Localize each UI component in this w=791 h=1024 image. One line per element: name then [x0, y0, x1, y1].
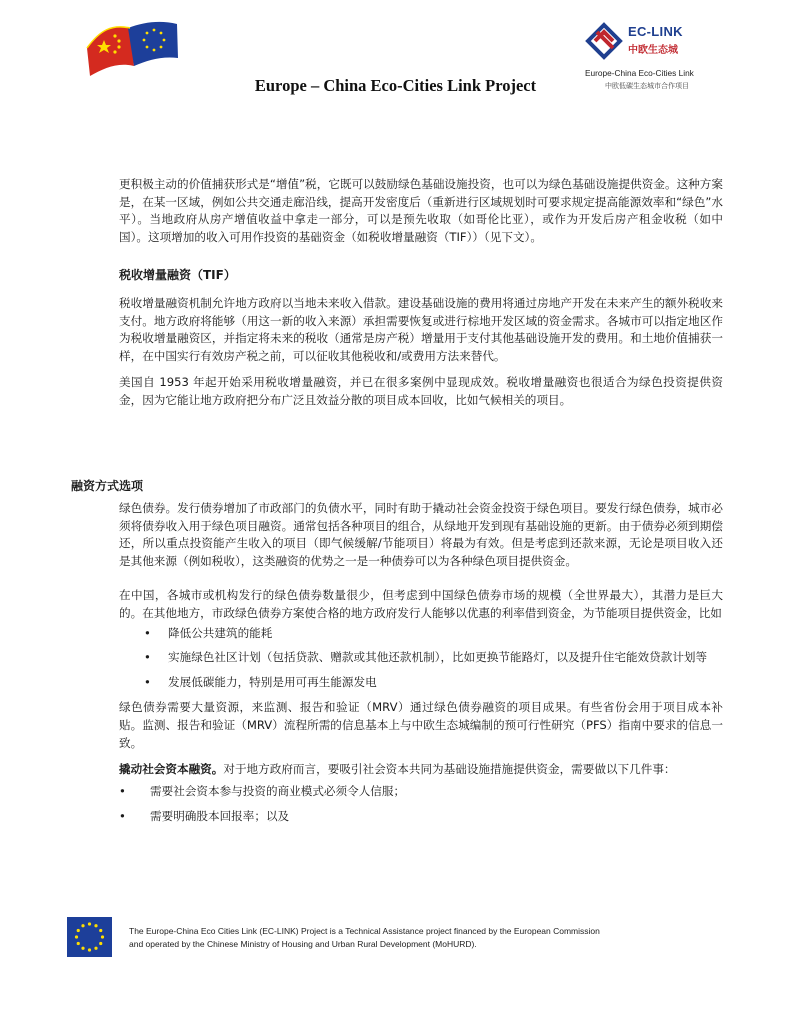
eu-star-icon [88, 948, 91, 951]
mrv-paragraph: 绿色债券需要大量资源，来监测、报告和验证（MRV）通过绿色债券融资的项目成果。有些省份会用于项目成本补贴。监测、报告和验证（MRV）流程所需的信息基本上与中欧生态城编制的预可行性研究（PFS）指南中要求的信息一致。 [119, 700, 723, 750]
green-bond-paragraph: 绿色债券。发行债券增加了市政部门的负债水平，同时有助于撬动社会资金投资于绿色项目。要发行绿色债券，城市必须将债券收入用于绿色项目融资。通常包括各种项目的组合，从绿地开发到现有基础设施的更新。由于债券必须到期偿还，所以重点投资能产生收入的项目（即气候缓解/节能项目）将最为有效。但是考虑到还款来源，无论是项目收入还是其他来源（例如税收），这类融资的优势之一是一种债券可以为各种绿色项目提供资金。 [119, 501, 723, 568]
leverage-paragraph [119, 761, 723, 779]
eu-star-icon [88, 922, 91, 925]
leverage-requirement-list [119, 783, 723, 826]
eu-star-icon [94, 947, 97, 950]
list-item: • 发展低碳能力，特别是用可再生能源发电 [119, 674, 723, 692]
eu-star-icon [77, 942, 80, 945]
ec-link-diamond-icon [585, 22, 623, 60]
intro-paragraph: 更积极主动的价值捕获形式是“增值”税，它既可以鼓励绿色基础设施投资，也可以为绿色基础设施提供资金。这种方案是，在某一区域，例如公共交通走廊沿线，提高开发密度后（重新进行区域规划时可要求规定提高能源效率和“绿色”水平）。当地政府从房产增值收益中拿走一部分，可以是预先收取（如哥伦比亚），或作为开发后房产租金收税（如中国）。这项增加的收入可用作投资的基础资金（如税收增量融资（TIF））（见下文）。 [119, 177, 723, 244]
eu-star-icon [81, 924, 84, 927]
eu-star-icon [99, 929, 102, 932]
footer-text: The Europe-China Eco Cities Link (EC-LINK) Project is a Technical Assistance project financed by the European Commission and operated by the Chinese Ministry of Housing and Urban Rural Development (MoHURD). [129, 926, 600, 949]
body-section-financing [119, 500, 723, 834]
eu-star-icon [81, 947, 84, 950]
tif-paragraph-2: 美国自 1953 年起开始采用税收增量融资，并已在很多案例中显现成效。税收增量融资也很适合为绿色投资提供资金，因为它能让地方政府把分布广泛且效益分散的项目成本回收，比如气候相关的项目。 [119, 375, 723, 407]
list-item: • 需要明确股本回报率；以及 [119, 808, 723, 826]
list-item: • 需要社会资本参与投资的商业模式必须令人信服； [119, 783, 723, 801]
eu-flag-logo [67, 917, 112, 957]
eu-star-icon [75, 935, 78, 938]
eu-star-icon [99, 942, 102, 945]
eu-star-icon [94, 924, 97, 927]
document-title: Europe – China Eco-Cities Link Project [254, 76, 537, 95]
tif-paragraph-1: 税收增量融资机制允许地方政府以当地未来收入借款。建设基础设施的费用将通过房地产开发在未来产生的额外税收来支付。地方政府将能够（用这一新的收入来源）承担需要恢复或进行棕地开发区域的资金需求。各城市可以指定地区作为税收增量融资区，并指定将未来的税收（通常是房产税）增量用于支付其他基础设施开发的费用。和土地价值捕获一样，在中国实行有效房产税之前，可以征收其他税收和/或费用方法来替代。 [119, 295, 723, 363]
ec-link-subtitle-chinese: 中欧低碳生态城市合作项目 [605, 82, 689, 90]
eu-star-icon [77, 929, 80, 932]
list-item: • 降低公共建筑的能耗 [119, 625, 723, 643]
eu-china-flags-logo [82, 18, 182, 78]
eu-star-icon [101, 935, 104, 938]
list-item: • 实施绿色社区计划（包括贷款、赠款或其他还款机制），比如更换节能路灯，以及提升住宅能效贷款计划等 [119, 649, 723, 667]
leverage-lead: 撬动社会资本融资。 [119, 762, 224, 777]
body-section-intro [119, 176, 723, 419]
leverage-text: 对于地方政府而言，要吸引社会资本共同为基础设施措施提供资金，需要做以下几件事： [223, 762, 676, 777]
financing-heading: 融资方式选项 [71, 479, 144, 493]
china-bond-paragraph: 在中国，各城市或机构发行的绿色债券数量很少，但考虑到中国绿色债券市场的规模（全世界最大），其潜力是巨大的。在其他地方，市政绿色债券方案使合格的地方政府发行人能够以优惠的利率借到资金，为节能项目提供资金，比如 [119, 588, 723, 620]
ec-link-logo [585, 20, 735, 95]
ec-link-name: EC-LINK [628, 24, 683, 39]
tif-heading: 税收增量融资（TIF） [119, 268, 236, 283]
green-bond-project-list [119, 625, 723, 692]
ec-link-subtitle: Europe-China Eco-Cities Link [585, 68, 694, 78]
ec-link-chinese-name: 中欧生态城 [628, 45, 678, 56]
